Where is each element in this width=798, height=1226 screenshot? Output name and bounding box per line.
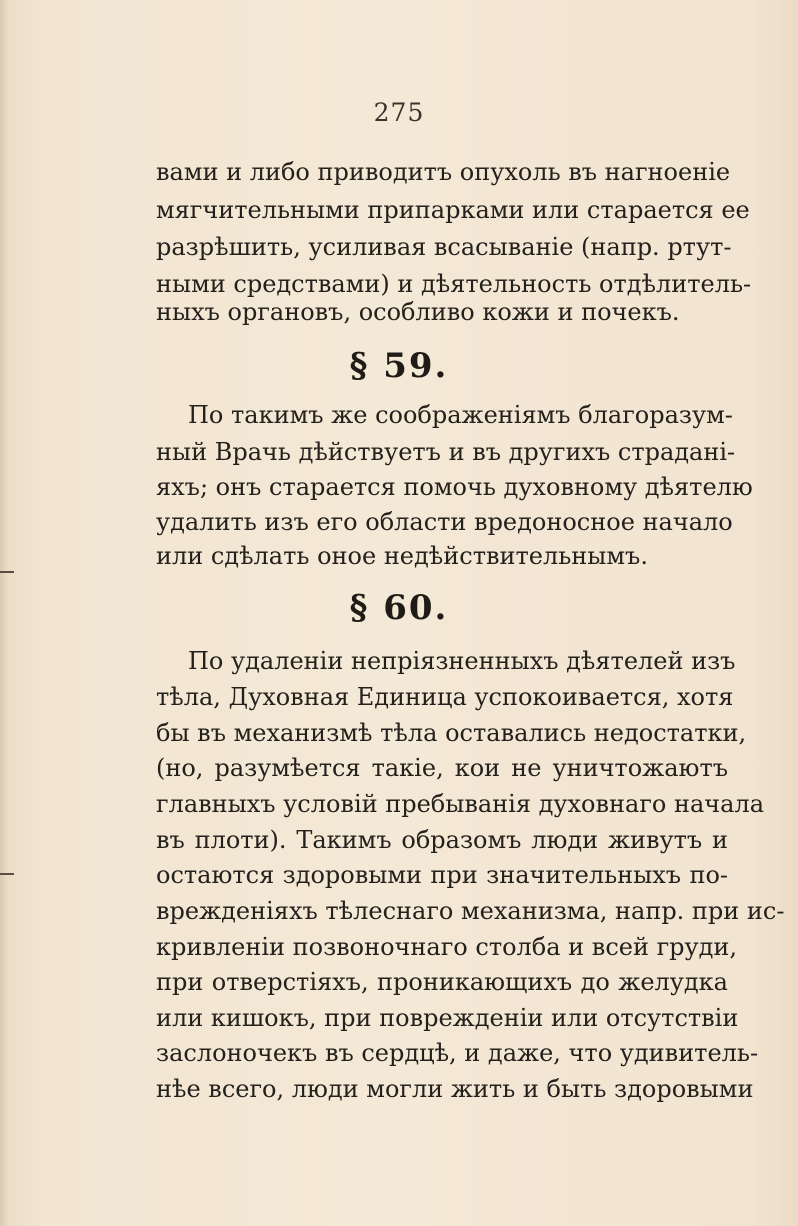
text-line: нѣе всего, люди могли жить и быть здоровыми xyxy=(156,1075,754,1103)
gutter-mark xyxy=(0,571,14,573)
text-line: кривленiи позвоночнаго столба и всей груди, xyxy=(156,933,738,961)
text-line: По такимъ же соображенiямъ благоразум- xyxy=(188,401,733,429)
text-line: въ плоти). Такимъ образомъ люди живутъ и xyxy=(156,826,728,854)
text-line: (но, разумѣется такiе, кои не уничтожаютъ xyxy=(156,754,728,782)
text-line: при отверстiяхъ, проникающихъ до желудка xyxy=(156,968,728,996)
section-heading: § 60. xyxy=(349,588,449,628)
text-line: вами и либо приводитъ опухоль въ нагноенiе xyxy=(156,158,731,186)
text-line: По удаленiи непрiязненныхъ дѣятелей изъ xyxy=(188,647,736,675)
text-line: врежденiяхъ тѣлеснаго механизма, напр. при ис- xyxy=(156,897,785,925)
text-line: или кишокъ, при поврежденiи или отсутствiи xyxy=(156,1004,739,1032)
text-line: ныхъ органовъ, особливо кожи и почекъ. xyxy=(156,298,680,326)
gutter-mark xyxy=(0,873,14,875)
text-line: ными средствами) и дѣятельность отдѣлитель- xyxy=(156,270,752,298)
text-line: или сдѣлать оное недѣйствительнымъ. xyxy=(156,542,648,570)
text-line: ный Врачь дѣйствуетъ и въ другихъ страданi- xyxy=(156,438,736,466)
text-line: заслоночекъ въ сердцѣ, и даже, что удивитель- xyxy=(156,1039,759,1067)
text-line: разрѣшить, усиливая всасыванiе (напр. ртут- xyxy=(156,233,732,261)
section-heading: § 59. xyxy=(349,346,449,386)
text-line: мягчительными припарками или старается ее xyxy=(156,196,750,224)
page-number: 275 xyxy=(373,98,425,127)
text-line: остаются здоровыми при значительныхъ по- xyxy=(156,861,728,889)
text-line: главныхъ условiй пребыванiя духовнаго начала xyxy=(156,790,765,818)
text-line: тѣла, Духовная Единица успокоивается, хотя xyxy=(156,683,734,711)
text-line: удалить изъ его области вредоносное начало xyxy=(156,508,733,536)
text-line: бы въ механизмѣ тѣла оставались недостатки, xyxy=(156,719,747,747)
text-line: яхъ; онъ старается помочь духовному дѣятелю xyxy=(156,473,753,501)
